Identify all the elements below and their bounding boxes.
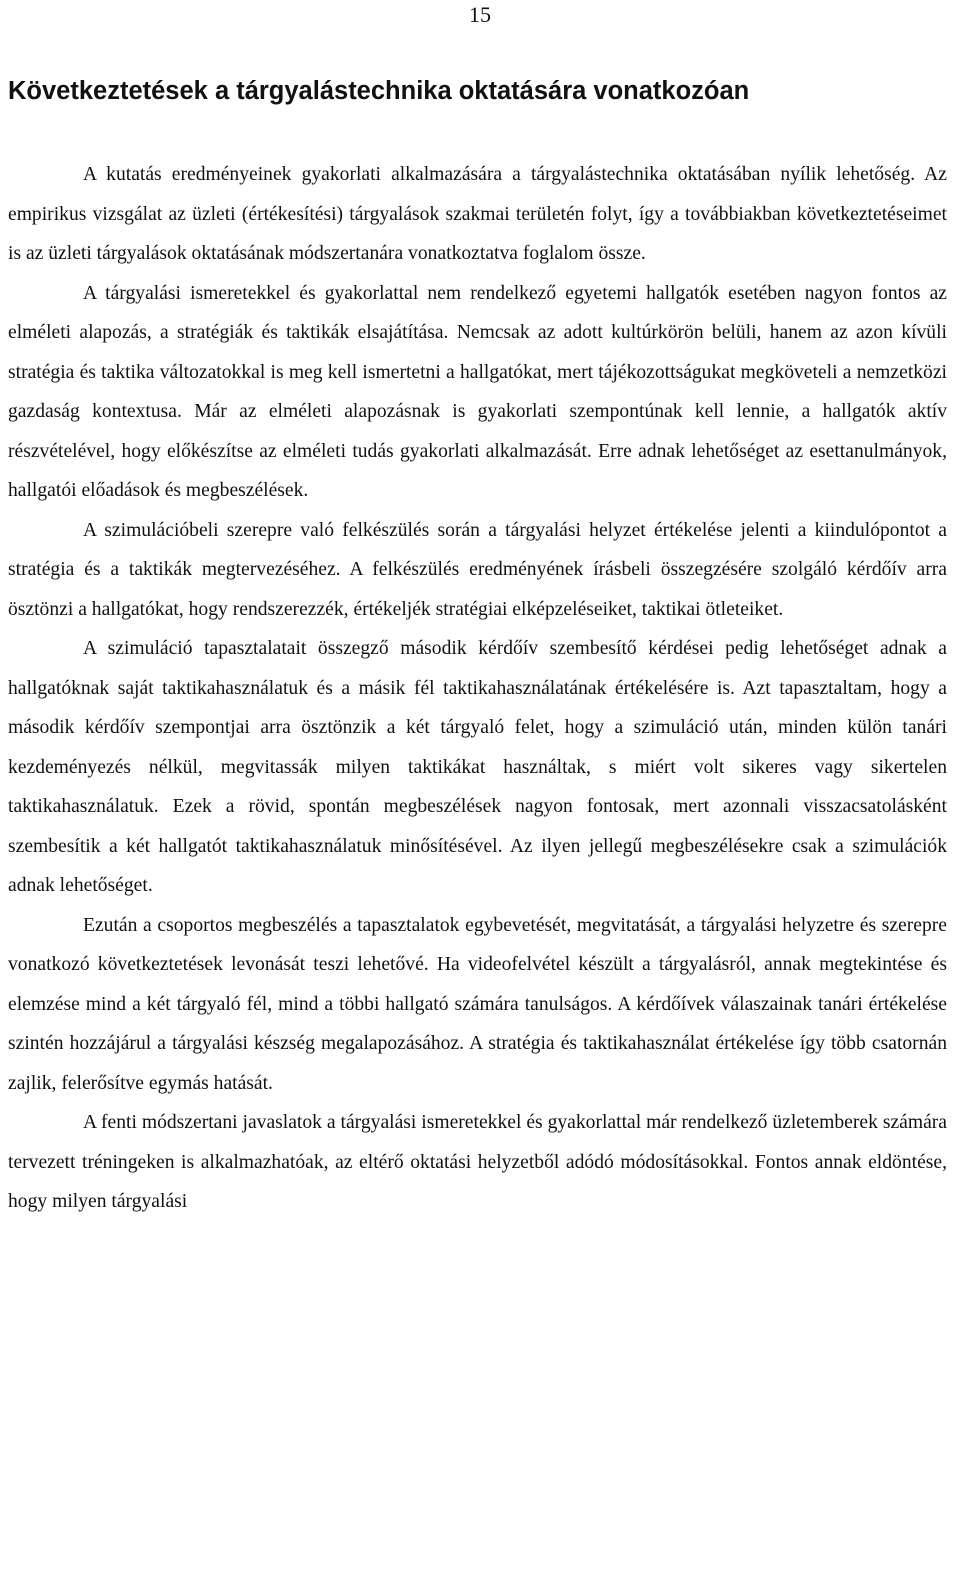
section-heading: Következtetések a tárgyalástechnika oktatására vonatkozóan [8,77,750,105]
paragraph-business-training: A fenti módszertani javaslatok a tárgyalási ismeretekkel és gyakorlattal már rendelkező üzletemberek számára tervezett tréningeken is alkalmazhatóak, az eltérő oktatási helyzetből adódó módosításokkal. Fontos annak eldöntése, hogy milyen tárgyalási [8,1112,947,1212]
body-text [8,155,947,1222]
paragraph-group-discussion: Ezután a csoportos megbeszélés a tapasztalatok egybevetését, megvitatását, a tárgyalási helyzetre és szerepre vonatkozó következtetések levonását teszi lehetővé. Ha videofelvétel készült a tárgyalásról, annak megtekintése és elemzése mind a két tárgyaló fél, mind a többi hallgató számára tanulságos. A kérdőívek válaszainak tanári értékelése szintén hozzájárul a tárgyalási készség megalapozásához. A stratégia és taktikahasználat értékelése így több csatornán zajlik, felerősítve egymás hatását. [8,914,947,1094]
paragraph-intro: A kutatás eredményeinek gyakorlati alkalmazására a tárgyalástechnika oktatásában nyílik lehetőség. Az empirikus vizsgálat az üzleti (értékesítési) tárgyalások szakmai területén folyt, így a továbbiakban következtetéseimet is az üzleti tárgyalások oktatásának módszertanára vonatkoztatva foglalom össze. [8,164,947,264]
paragraph-simulation-preparation: A szimulációbeli szerepre való felkészülés során a tárgyalási helyzet értékelése jelenti a kiindulópontot a stratégia és a taktikák megtervezéséhez. A felkészülés eredményének írásbeli összegzésére szolgáló kérdőív arra ösztönzi a hallgatókat, hogy rendszerezzék, értékeljék stratégiai elképzeléseiket, taktikai ötleteiket. [8,519,947,620]
paragraph-simulation-questionnaire: A szimuláció tapasztalatait összegző második kérdőív szembesítő kérdései pedig lehetőséget adnak a hallgatóknak saját taktikahasználatuk és a másik fél taktikahasználatának értékelésére is. Azt tapasztaltam, hogy a második kérdőív szempontjai arra ösztönzik a két tárgyaló felet, hogy a szimuláció után, minden külön tanári kezdeményezés nélkül, megvitassák milyen taktikákat használtak, s miért volt sikeres vagy sikertelen taktikahasználatuk. Ezek a rövid, spontán megbeszélések nagyon fontosak, mert azonnali visszacsatolásként szembesítik a két hallgatót taktikahasználatuk minősítésével. Az ilyen jellegű megbeszélésekre csak a szimulációk adnak lehetőséget. [8,638,947,896]
paragraph-theory-foundation: A tárgyalási ismeretekkel és gyakorlattal nem rendelkező egyetemi hallgatók esetében nagyon fontos az elméleti alapozás, a stratégiák és taktikák elsajátítása. Nemcsak az adott kultúrkörön belüli, hanem az azon kívüli stratégia és taktika változatokkal is meg kell ismertetni a hallgatókat, mert tájékozottságukat megköveteli a nemzetközi gazdaság kontextusa. Már az elméleti alapozásnak is gyakorlati szempontúnak kell lennie, a hallgatók aktív részvételével, hogy előkészítse az elméleti tudás gyakorlati alkalmazását. Erre adnak lehetőséget az esettanulmányok, hallgatói előadások és megbeszélések. [8,282,947,501]
page-number: 15 [469,2,491,27]
